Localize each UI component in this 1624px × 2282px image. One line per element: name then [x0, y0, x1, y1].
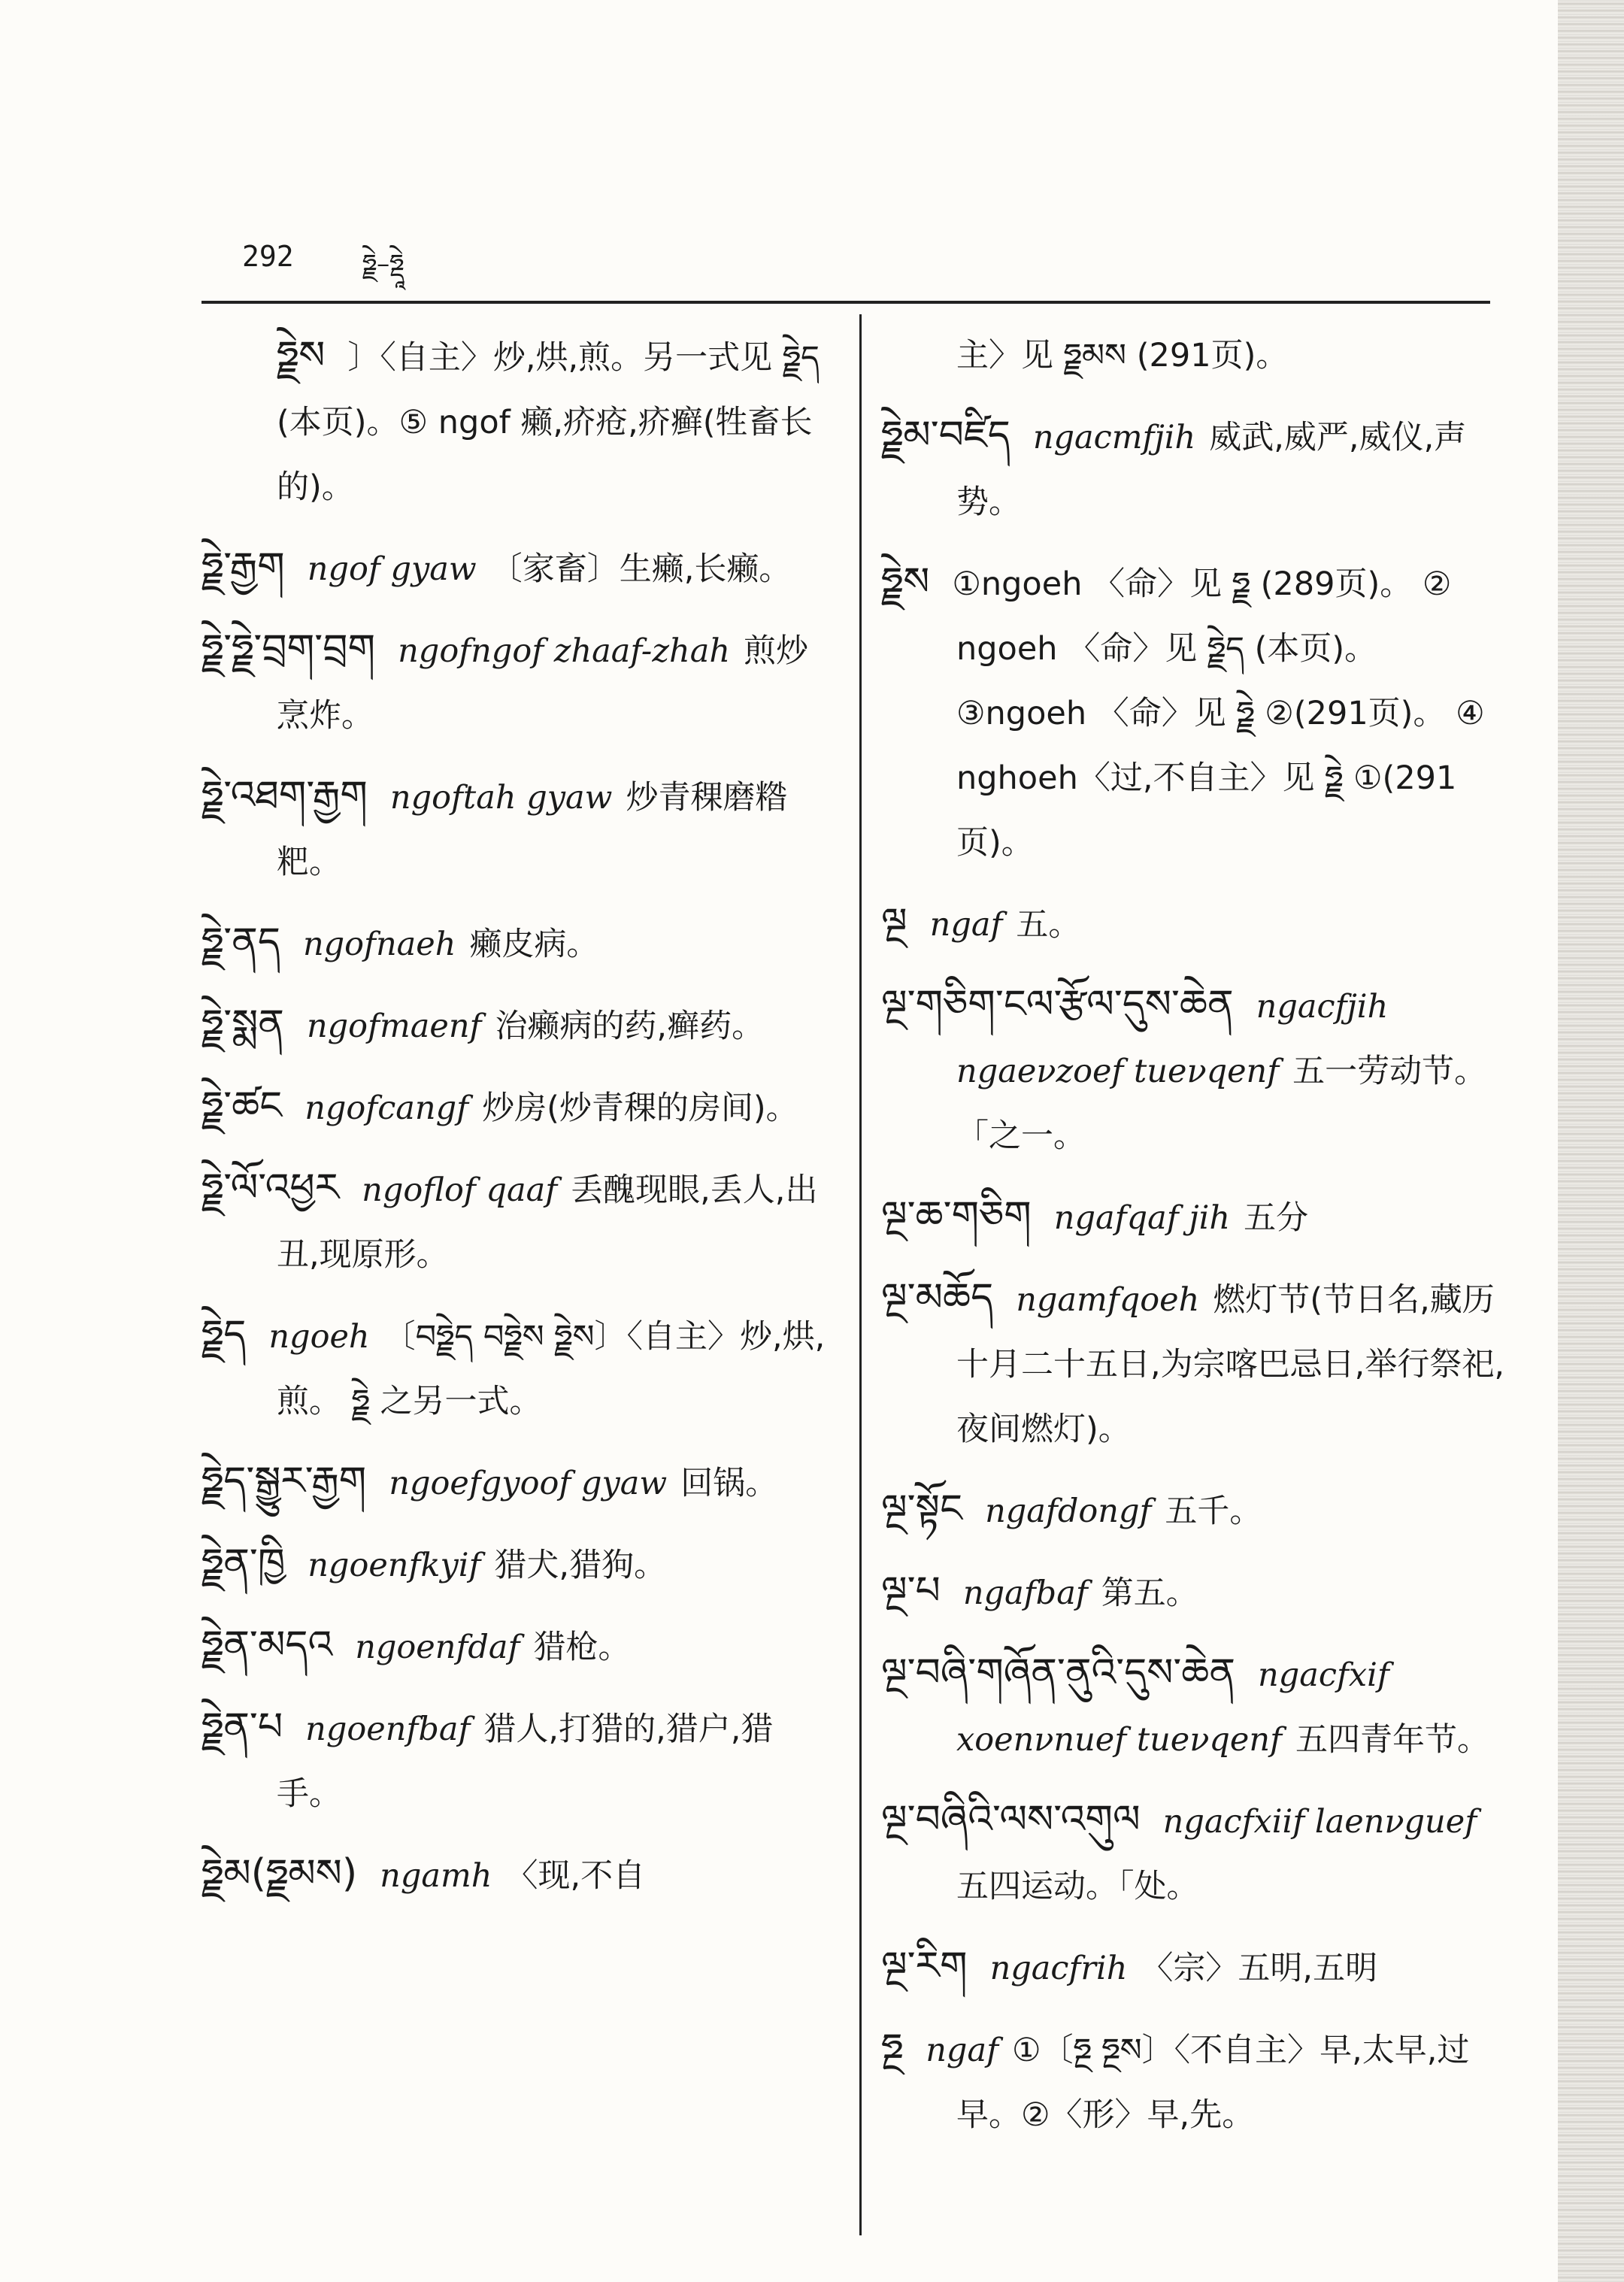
dictionary-entry: [201, 1449, 833, 1516]
header-rule: [201, 301, 1490, 304]
transliteration: ngofmaenf: [306, 1008, 482, 1045]
headword: ལྔ་སྟོང: [881, 1486, 963, 1532]
definition: 猎人,打猎的,猎户,猎手。: [277, 1711, 774, 1813]
dictionary-entry: [201, 617, 833, 748]
headword: ལྔ: [881, 900, 907, 945]
transliteration: ngoenfkyif: [308, 1547, 481, 1584]
definition: 五一劳动节。「之一。: [956, 1053, 1487, 1155]
transliteration: ngaf: [929, 906, 1003, 944]
headword: ཧྗེན་མདའ: [201, 1623, 333, 1668]
headword: ཧྗེ་འཐག་རྒྱག: [201, 773, 368, 818]
definition: 〔家畜〕生癞,长癞。: [489, 550, 792, 588]
definition: 五。: [1016, 906, 1081, 944]
headword: ཧྗེམ(ཧྗམས): [201, 1851, 358, 1896]
transliteration: ngoenfbaf: [305, 1711, 471, 1748]
dictionary-entry: [881, 972, 1505, 1168]
headword: ཧྗེད་སྒྱུར་རྒྱག: [201, 1459, 367, 1504]
running-head: ཧྗེ–ཧྡཱེ: [362, 249, 404, 279]
transliteration: ngafdongf: [985, 1493, 1152, 1530]
headword: ཧྗེ་སྨན: [201, 1002, 284, 1047]
dictionary-entry: [881, 1265, 1505, 1462]
dictionary-entry: [881, 1477, 1505, 1544]
page-header: [242, 239, 404, 279]
headword: ཧྔ: [881, 2026, 904, 2071]
dictionary-entry: [881, 1787, 1505, 1919]
transliteration: ngacfxif xoenνnuef tueνqenf: [956, 1656, 1389, 1759]
right-column: [881, 323, 1505, 2162]
definition: 丢醜现眼,丢人,出丑,现原形。: [277, 1171, 818, 1274]
transliteration: ngof gyaw: [307, 550, 477, 588]
transliteration: ngacmfjih: [1032, 419, 1196, 456]
dictionary-entry: [881, 2016, 1505, 2147]
definition: 主〉见 ཧྗམས (291页)。: [956, 337, 1289, 374]
dictionary-entry: [881, 403, 1505, 535]
headword: ཧྗེད: [201, 1312, 247, 1357]
headword: ཧྗེས: [881, 559, 930, 605]
transliteration: ngaf: [926, 2032, 999, 2069]
transliteration: ngacfrih: [989, 1950, 1128, 1987]
headword: ལྔ་བཞིའི་ལས་འགུལ: [881, 1797, 1141, 1842]
dictionary-entry: [201, 1156, 833, 1287]
headword: ལྔ་མཆོད: [881, 1275, 994, 1320]
dictionary-entry: [881, 890, 1505, 957]
transliteration: ngacfxiif laenνguef: [1162, 1803, 1477, 1841]
transliteration: ngafbaf: [962, 1574, 1088, 1612]
dictionary-entry: [201, 1302, 833, 1434]
definition: 第五。: [1101, 1574, 1198, 1612]
dictionary-entry: [201, 1841, 833, 1908]
definition: ①ngoeh 〈命〉见 ཧྗ (289页)。 ② ngoeh 〈命〉见 ཧྗེད (本页)。 ③ngoeh 〈命〉见 ཧྗེ ②(291页)。 ④ nghoeh〈过,不自主〉见 ཧྗེ ①(291页)。: [952, 565, 1485, 862]
definition: 五四运动。「处。: [956, 1868, 1199, 1905]
transliteration: ngofngof zhaaf-zhah: [398, 632, 731, 670]
dictionary-entry: [881, 550, 1505, 875]
headword: ཧྗེས: [277, 333, 326, 378]
page-number: 292: [242, 240, 294, 273]
column-divider: [859, 314, 862, 2235]
headword: ཧྗེན་ཁྱི: [201, 1541, 286, 1586]
headword: ལྔ་གཅིག་ངལ་རྩོལ་དུས་ཆེན: [881, 982, 1234, 1027]
headword: ཧྗེ་ཧྗེ་བྲག་བྲག: [201, 626, 376, 671]
transliteration: ngoefgyoof gyaw: [389, 1465, 668, 1502]
headword: ཧྗེམ་བཛིད: [881, 413, 1010, 458]
headword: ལྔ་བཞི་གཞོན་ནུའི་དུས་ཆེན: [881, 1650, 1236, 1696]
dictionary-entry: [201, 1531, 833, 1598]
headword: ཧྗེ་ཚང: [201, 1083, 283, 1129]
definition: 癞皮病。: [469, 926, 599, 963]
scan-edge: [1558, 0, 1624, 2282]
definition: ①〔ཧྔ ཧྔས〕〈不自主〉早,太早,过早。②〈形〉早,先。: [956, 2032, 1470, 2134]
dictionary-entry: [881, 1183, 1505, 1250]
headword: ཧྗེ་རྒྱག: [201, 544, 285, 589]
dictionary-entry: [201, 323, 833, 520]
definition: 燃灯节(节日名,藏历十月二十五日,为宗喀巴忌日,举行祭祀,夜间燃灯)。: [956, 1281, 1505, 1448]
left-column: [201, 323, 833, 1923]
dictionary-entry: [201, 535, 833, 602]
headword: ལྔ་རིག: [881, 1944, 968, 1989]
dictionary-entry: [881, 1641, 1505, 1772]
definition: 〕〈自主〉炒,烘,煎。另一式见 ཧྗེད (本页)。⑤ ngof 癞,疥疮,疥癣(牲畜长的)。: [277, 339, 820, 506]
transliteration: ngoenfdaf: [355, 1629, 520, 1666]
definition: 治癞病的药,癣药。: [495, 1008, 765, 1045]
definition: 五分: [1244, 1199, 1309, 1237]
transliteration: ngoflof qaaf: [362, 1171, 558, 1209]
transliteration: ngafqaf jih: [1053, 1199, 1231, 1237]
transliteration: ngofnaeh: [302, 926, 456, 963]
dictionary-entry: [201, 1613, 833, 1680]
dictionary-entry: [881, 1559, 1505, 1626]
definition: 炒房(炒青稞的房间)。: [482, 1089, 798, 1127]
definition: 猎枪。: [533, 1629, 631, 1666]
transliteration: ngoftah gyaw: [389, 779, 613, 817]
definition: 回锅。: [680, 1465, 778, 1502]
dictionary-entry: [881, 323, 1505, 388]
headword: ལྔ་པ: [881, 1568, 941, 1614]
transliteration: ngofcangf: [304, 1089, 469, 1127]
dictionary-entry: [201, 910, 833, 977]
dictionary-entry: [201, 992, 833, 1059]
headword: ཧྗེ་ལོ་འཕྱར: [201, 1165, 340, 1211]
definition: 〈宗〉五明,五明: [1141, 1950, 1378, 1987]
transliteration: ngamfqoeh: [1016, 1281, 1200, 1319]
definition: 煎炒烹炸。: [277, 632, 809, 735]
transliteration: ngoeh: [268, 1318, 370, 1356]
definition: 〔བཧྗེད བཧྗེས ཧྗེས〕〈自主〉炒,烘,煎。 ཧྗེ 之另一式。: [277, 1318, 826, 1420]
transliteration: ngacfjih ngaeνzoef tueνqenf: [956, 988, 1389, 1090]
definition: 五四青年节。: [1295, 1721, 1489, 1759]
definition: 〈现,不自: [505, 1857, 646, 1895]
headword: ལྔ་ཆ་གཅིག: [881, 1193, 1032, 1238]
definition: 威武,威严,威仪,声势。: [956, 419, 1467, 521]
transliteration: ngamh: [380, 1857, 492, 1895]
dictionary-entry: [201, 1695, 833, 1826]
definition: 猎犬,猎狗。: [494, 1547, 667, 1584]
headword: ཧྗེན་པ: [201, 1705, 283, 1750]
headword: ཧྗེ་ནད: [201, 920, 280, 965]
definition: 炒青稞磨糌粑。: [277, 779, 788, 881]
dictionary-entry: [881, 1934, 1505, 2001]
dictionary-entry: [201, 1074, 833, 1141]
dictionary-entry: [201, 763, 833, 895]
definition: 五千。: [1165, 1493, 1262, 1530]
